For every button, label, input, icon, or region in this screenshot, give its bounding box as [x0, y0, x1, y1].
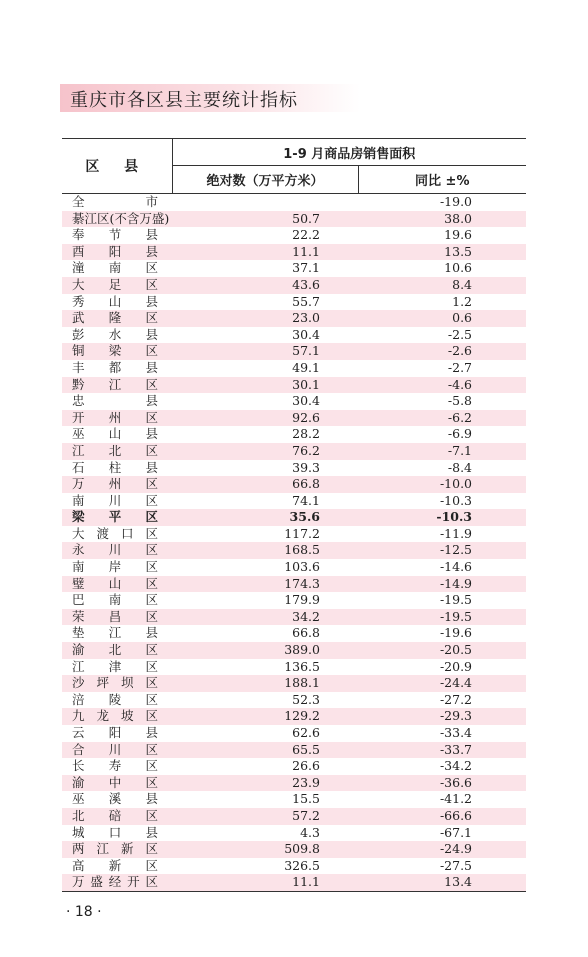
absolute-value-cell: 28.2 — [292, 426, 320, 442]
absolute-value-cell: 30.4 — [292, 326, 320, 342]
yoy-change-cell: -27.5 — [439, 857, 473, 873]
table-row — [62, 426, 526, 443]
absolute-value-cell: 35.6 — [172, 509, 358, 526]
district-name-cell — [62, 858, 172, 875]
district-name: 云阳县 — [72, 725, 158, 740]
yoy-change-cell: -2.6 — [358, 343, 526, 360]
district-name: 涪陵区 — [72, 691, 158, 707]
district-name-cell — [62, 327, 172, 344]
yoy-change-cell: 38.0 — [358, 211, 526, 228]
district-name: 巫溪县 — [72, 791, 158, 807]
absolute-value-cell: 22.2 — [292, 227, 320, 243]
yoy-change-cell: -33.4 — [439, 725, 473, 740]
district-name-cell — [62, 725, 172, 742]
absolute-value-cell: 129.2 — [172, 708, 358, 725]
district-name: 荣昌区 — [72, 608, 158, 624]
table-row — [62, 526, 526, 543]
district-name: 城口县 — [72, 824, 158, 840]
district-name-cell — [62, 476, 172, 493]
absolute-value-cell: 509.8 — [172, 841, 358, 858]
district-name-cell — [62, 410, 172, 427]
district-name: 南岸区 — [72, 559, 158, 575]
district-name-cell — [62, 542, 172, 559]
district-name-cell — [62, 609, 172, 626]
absolute-value-cell: 117.2 — [284, 525, 320, 541]
yoy-change-cell: -67.1 — [439, 824, 473, 840]
yoy-change-cell: -24.4 — [358, 675, 526, 692]
yoy-change-cell: -27.2 — [439, 691, 473, 707]
table-row — [62, 211, 526, 228]
district-name-cell — [62, 576, 172, 593]
district-name-cell — [62, 460, 172, 477]
absolute-value-cell: 43.6 — [172, 277, 358, 294]
table-row — [62, 542, 526, 559]
absolute-value-cell: 26.6 — [292, 758, 320, 774]
table-row — [62, 791, 526, 808]
absolute-value-cell: 15.5 — [292, 791, 320, 807]
header-yoy: 同比 ±% — [358, 166, 526, 194]
table-row — [62, 609, 526, 626]
absolute-value-cell: 55.7 — [292, 293, 320, 309]
yoy-change-cell: -14.6 — [439, 559, 473, 575]
yoy-change-cell: -19.6 — [439, 625, 473, 641]
district-name-cell — [62, 227, 172, 244]
table-row — [62, 642, 526, 659]
yoy-change-cell: 10.6 — [444, 260, 473, 276]
table-row — [62, 874, 526, 891]
district-name: 潼南区 — [72, 260, 158, 276]
district-name: 沙坪坝区 — [72, 675, 158, 691]
table-row — [62, 277, 526, 294]
table-row — [62, 476, 526, 493]
absolute-value-cell: 34.2 — [172, 609, 358, 626]
page-number: · 18 · — [66, 904, 102, 920]
district-name-cell — [62, 294, 172, 311]
yoy-change-cell: -4.6 — [358, 377, 526, 394]
district-name-cell — [62, 675, 172, 692]
table-row — [62, 858, 526, 875]
yoy-change-cell: 19.6 — [444, 227, 473, 243]
district-name: 长寿区 — [72, 758, 158, 774]
district-name-cell — [62, 244, 172, 261]
header-sales-area: 1-9 月商品房销售面积 — [172, 139, 526, 166]
yoy-change-cell: -14.9 — [358, 576, 526, 593]
yoy-change-cell: -24.9 — [358, 841, 526, 858]
table-row — [62, 194, 526, 211]
district-name: 江北区 — [72, 442, 158, 458]
table-row — [62, 841, 526, 858]
absolute-value-cell: 389.0 — [172, 642, 358, 659]
district-name-cell — [62, 592, 172, 609]
yoy-change-cell: -8.4 — [447, 459, 473, 475]
absolute-value-cell: 74.1 — [292, 492, 320, 508]
district-name: 武隆区 — [72, 310, 158, 326]
yoy-change-cell: -19.5 — [439, 592, 473, 608]
table-row — [62, 443, 526, 460]
yoy-change-cell: -20.9 — [439, 658, 473, 674]
district-name: 大足区 — [72, 276, 158, 292]
absolute-value-cell: 52.3 — [292, 691, 320, 707]
absolute-value-cell: 66.8 — [292, 625, 320, 641]
absolute-value-cell: 76.2 — [172, 443, 358, 460]
absolute-value-cell: 30.1 — [172, 377, 358, 394]
header-absolute: 绝对数（万平方米） — [172, 166, 358, 194]
absolute-value-cell: 4.3 — [300, 824, 320, 840]
absolute-value-cell — [172, 194, 358, 211]
absolute-value-cell: 50.7 — [172, 211, 358, 228]
yoy-change-cell: -7.1 — [358, 443, 526, 460]
table-row — [62, 509, 526, 526]
absolute-value-cell: 37.1 — [292, 260, 320, 276]
yoy-change-cell: 0.6 — [358, 310, 526, 327]
table-body — [62, 194, 526, 892]
district-name: 石柱县 — [72, 459, 158, 475]
district-name-cell — [62, 377, 172, 394]
district-name-cell — [62, 277, 172, 294]
table-row — [62, 708, 526, 725]
absolute-value-cell: 103.6 — [284, 559, 320, 575]
table-row — [62, 675, 526, 692]
absolute-value-cell: 11.1 — [172, 244, 358, 261]
table-row — [62, 758, 526, 775]
table-row — [62, 244, 526, 261]
yoy-change-cell: -20.5 — [358, 642, 526, 659]
district-name-cell — [62, 443, 172, 460]
stats-table — [62, 138, 526, 892]
table-row — [62, 310, 526, 327]
header-district: 区 县 — [62, 139, 172, 194]
yoy-change-cell: 13.5 — [358, 244, 526, 261]
district-name-cell — [62, 526, 172, 543]
page-title: 重庆市各区县主要统计指标 — [70, 90, 298, 111]
table-row — [62, 742, 526, 759]
absolute-value-cell: 39.3 — [292, 459, 320, 475]
absolute-value-cell: 65.5 — [172, 742, 358, 759]
yoy-change-cell: -5.8 — [447, 393, 473, 409]
yoy-change-cell: -2.5 — [447, 326, 473, 342]
table-row — [62, 327, 526, 344]
district-name-cell — [62, 426, 172, 443]
district-name: 璧山区 — [72, 575, 158, 591]
district-name-cell — [62, 211, 172, 228]
yoy-change-cell: -12.5 — [358, 542, 526, 559]
district-name-cell — [62, 841, 172, 858]
district-name: 垫江县 — [72, 625, 158, 641]
absolute-value-cell: 326.5 — [284, 857, 320, 873]
district-name-cell — [62, 493, 172, 510]
district-name-cell — [62, 775, 172, 792]
table-row — [62, 227, 526, 244]
absolute-value-cell: 174.3 — [172, 576, 358, 593]
absolute-value-cell: 66.8 — [172, 476, 358, 493]
district-name-cell — [62, 742, 172, 759]
absolute-value-cell: 57.1 — [172, 343, 358, 360]
absolute-value-cell: 30.4 — [292, 393, 320, 409]
district-name: 永川区 — [72, 542, 158, 558]
table-row — [62, 360, 526, 377]
table-row — [62, 493, 526, 510]
district-name: 梁平区 — [72, 509, 158, 525]
absolute-value-cell: 136.5 — [284, 658, 320, 674]
district-name-cell — [62, 343, 172, 360]
yoy-change-cell: -19.0 — [439, 194, 473, 209]
table-row — [62, 659, 526, 676]
district-name-cell — [62, 625, 172, 642]
district-name: 两江新区 — [72, 841, 158, 857]
table-row — [62, 393, 526, 410]
district-name: 酉阳县 — [72, 243, 158, 259]
yoy-change-cell: -11.9 — [439, 525, 473, 541]
yoy-change-cell: -33.7 — [358, 742, 526, 759]
yoy-change-cell: -10.3 — [358, 509, 526, 526]
district-name: 万州区 — [72, 476, 158, 492]
yoy-change-cell: -41.2 — [439, 791, 473, 807]
table-row — [62, 692, 526, 709]
district-name: 南川区 — [72, 492, 158, 508]
district-name: 奉节县 — [72, 227, 158, 243]
district-name: 忠 县 — [72, 393, 158, 409]
yoy-change-cell: 1.2 — [452, 293, 473, 309]
district-name-cell — [62, 874, 172, 891]
district-name: 大渡口区 — [72, 525, 158, 541]
district-name-cell — [62, 310, 172, 327]
yoy-change-cell: -2.7 — [447, 359, 473, 375]
yoy-change-cell: -10.0 — [358, 476, 526, 493]
district-name: 江津区 — [72, 658, 158, 674]
district-name-cell — [62, 194, 172, 211]
absolute-value-cell: 179.9 — [284, 592, 320, 608]
yoy-change-cell: -6.9 — [447, 426, 473, 442]
table-row — [62, 808, 526, 825]
district-name: 渝中区 — [72, 774, 158, 790]
table-row — [62, 343, 526, 360]
district-name: 万盛经开区 — [72, 874, 158, 890]
district-name-cell — [62, 360, 172, 377]
absolute-value-cell: 11.1 — [172, 874, 358, 891]
district-name: 铜梁区 — [72, 343, 158, 359]
district-name-cell — [62, 825, 172, 842]
absolute-value-cell: 23.0 — [172, 310, 358, 327]
yoy-change-cell: -34.2 — [439, 758, 473, 774]
district-name: 黔江区 — [72, 376, 158, 392]
absolute-value-cell: 62.6 — [292, 725, 320, 740]
table-row — [62, 460, 526, 477]
district-name: 合川区 — [72, 741, 158, 757]
yoy-change-cell: -36.6 — [358, 775, 526, 792]
table-row — [62, 775, 526, 792]
table-row — [62, 725, 526, 742]
absolute-value-cell: 92.6 — [172, 410, 358, 427]
district-name: 渝北区 — [72, 642, 158, 658]
table-row — [62, 294, 526, 311]
district-name-cell — [62, 758, 172, 775]
yoy-change-cell: 8.4 — [358, 277, 526, 294]
table-row — [62, 592, 526, 609]
yoy-change-cell: -6.2 — [358, 410, 526, 427]
table-row — [62, 410, 526, 427]
district-name: 秀山县 — [72, 293, 158, 309]
absolute-value-cell: 168.5 — [172, 542, 358, 559]
district-name-cell — [62, 791, 172, 808]
district-name-cell — [62, 509, 172, 526]
district-name: 开州区 — [72, 409, 158, 425]
yoy-change-cell: -29.3 — [358, 708, 526, 725]
district-name: 綦江区(不含万盛) — [72, 210, 170, 226]
district-name: 高新区 — [72, 857, 158, 873]
district-name: 丰都县 — [72, 359, 158, 375]
table-row — [62, 625, 526, 642]
table-row — [62, 377, 526, 394]
table-row — [62, 825, 526, 842]
district-name: 巫山县 — [72, 426, 158, 442]
district-name: 全 市 — [72, 194, 158, 209]
yoy-change-cell: -10.3 — [439, 492, 473, 508]
absolute-value-cell: 49.1 — [292, 359, 320, 375]
district-name-cell — [62, 260, 172, 277]
district-name-cell — [62, 559, 172, 576]
absolute-value-cell: 188.1 — [172, 675, 358, 692]
yoy-change-cell: 13.4 — [358, 874, 526, 891]
district-name-cell — [62, 659, 172, 676]
district-name-cell — [62, 708, 172, 725]
yoy-change-cell: -66.6 — [358, 808, 526, 825]
yoy-change-cell: -19.5 — [358, 609, 526, 626]
table-row — [62, 260, 526, 277]
district-name: 北碚区 — [72, 807, 158, 823]
district-name-cell — [62, 808, 172, 825]
district-name: 九龙坡区 — [72, 708, 158, 724]
absolute-value-cell: 57.2 — [172, 808, 358, 825]
table-row — [62, 559, 526, 576]
absolute-value-cell: 23.9 — [172, 775, 358, 792]
district-name-cell — [62, 642, 172, 659]
table-row — [62, 576, 526, 593]
district-name-cell — [62, 393, 172, 410]
district-name-cell — [62, 692, 172, 709]
district-name: 彭水县 — [72, 326, 158, 342]
district-name: 巴南区 — [72, 592, 158, 608]
